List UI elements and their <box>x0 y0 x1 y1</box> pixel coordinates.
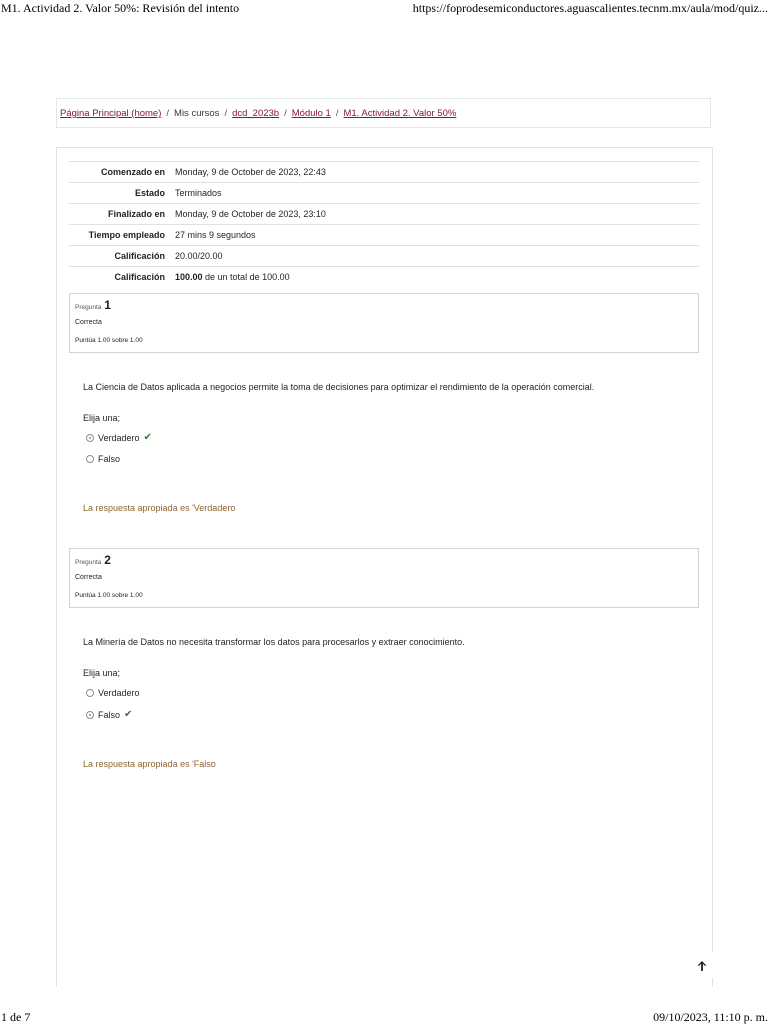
breadcrumb-module-link[interactable]: Módulo 1 <box>291 108 331 119</box>
question-number <box>75 553 111 567</box>
question-2-prompt: Elija una; <box>83 668 121 678</box>
document-title: M1. Actividad 2. Valor 50%: Revisión del intento <box>1 1 240 15</box>
breadcrumb-separator: / <box>335 108 339 119</box>
question-grade: Puntúa 1.00 sobre 1.00 <box>75 337 143 344</box>
option-label: Falso <box>98 454 121 464</box>
summary-value: Monday, 9 de October de 2023, 23:10 <box>175 209 326 219</box>
check-icon: ✔ <box>124 709 133 720</box>
question-2-text: La Minería de Datos no necesita transformar los datos para procesarlos y extraer conocimiento. <box>83 637 465 647</box>
radio-selected-icon[interactable] <box>86 434 94 442</box>
question-2-option-false[interactable] <box>86 709 132 720</box>
breadcrumb-separator: / <box>224 108 228 119</box>
breadcrumb-separator: / <box>284 108 287 119</box>
question-1-text: La Ciencia de Datos aplicada a negocios permite la toma de decisiones para optimizar el rendimiento de la operación comercial. <box>83 382 595 392</box>
print-datetime: 09/10/2023, 11:10 p. m. <box>653 1010 768 1024</box>
summary-row-marks <box>69 246 699 267</box>
question-number-value: 2 <box>104 553 111 567</box>
summary-row-time-taken <box>69 225 699 246</box>
summary-row-grade <box>69 267 699 288</box>
question-number <box>75 298 111 312</box>
attempt-summary-table <box>69 161 699 287</box>
question-1-prompt: Elija una; <box>83 413 121 423</box>
breadcrumb-my-courses: Mis cursos <box>174 108 220 119</box>
question-grade: Puntúa 1.00 sobre 1.00 <box>75 592 143 599</box>
grade-value: 100.00 <box>175 272 203 282</box>
radio-icon[interactable] <box>86 455 94 463</box>
summary-label: Finalizado en <box>107 209 165 219</box>
question-2-option-true[interactable] <box>86 688 140 698</box>
summary-value: 27 mins 9 segundos <box>175 230 256 240</box>
option-label: Verdadero <box>98 688 140 698</box>
arrow-up-icon <box>696 960 708 972</box>
summary-row-finished <box>69 204 699 225</box>
question-1-feedback: La respuesta apropiada es 'Verdadero <box>83 503 236 513</box>
radio-icon[interactable] <box>86 689 94 697</box>
option-label: Verdadero <box>98 432 140 443</box>
summary-row-state <box>69 183 699 204</box>
check-icon: ✔ <box>143 432 152 443</box>
breadcrumb-course-link[interactable]: dcd_2023b <box>232 108 280 119</box>
summary-label: Calificación <box>114 251 165 261</box>
question-1-option-false[interactable] <box>86 454 120 464</box>
question-1-option-true[interactable] <box>86 432 152 443</box>
summary-value: 20.00/20.00 <box>175 251 223 261</box>
summary-value: Terminados <box>175 188 222 198</box>
question-state: Correcta <box>75 319 102 326</box>
question-state: Correcta <box>75 574 102 581</box>
summary-label: Estado <box>134 188 165 198</box>
page-number: 1 de 7 <box>1 1010 31 1024</box>
question-label: Pregunta <box>75 559 102 566</box>
summary-value: Monday, 9 de October de 2023, 22:43 <box>175 167 326 177</box>
breadcrumb <box>60 108 456 119</box>
breadcrumb-separator: / <box>166 108 170 119</box>
question-1-info <box>69 293 699 353</box>
summary-label: Comenzado en <box>100 167 165 177</box>
question-2-info <box>69 548 699 608</box>
summary-value <box>170 267 699 288</box>
question-2-feedback: La respuesta apropiada es 'Falso <box>83 759 216 769</box>
print-header <box>0 1 768 17</box>
breadcrumb-activity-link[interactable]: M1. Actividad 2. Valor 50% <box>343 108 457 119</box>
breadcrumb-container <box>56 98 711 128</box>
summary-label: Calificación <box>114 272 165 282</box>
breadcrumb-home-link[interactable]: Página Principal (home) <box>60 108 162 119</box>
radio-selected-icon[interactable] <box>86 711 94 719</box>
option-label: Falso <box>98 709 121 720</box>
summary-row-started <box>69 162 699 183</box>
back-to-top-button[interactable] <box>686 952 718 978</box>
grade-total: de un total de 100.00 <box>202 272 290 282</box>
question-label: Pregunta <box>75 304 102 311</box>
page-url: https://foprodesemiconductores.aguascalientes.tecnm.mx/aula/mod/quiz... <box>412 1 768 15</box>
question-number-value: 1 <box>104 298 111 312</box>
summary-label: Tiempo empleado <box>88 230 165 240</box>
